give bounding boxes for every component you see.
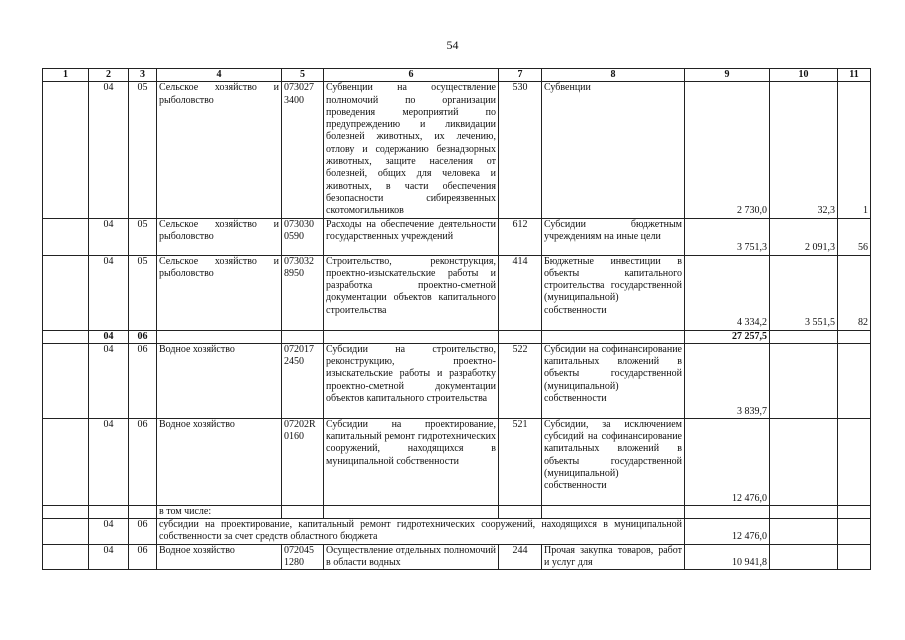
percent-value: 56 <box>838 218 871 255</box>
col-header: 10 <box>770 69 838 82</box>
col-header: 8 <box>542 69 685 82</box>
including-label: в том числе: <box>157 505 282 518</box>
section-code: 04 <box>89 418 129 505</box>
col-header: 5 <box>282 69 324 82</box>
expense-type-code: 612 <box>499 218 542 255</box>
subsection-code: 06 <box>129 519 157 545</box>
section-code: 04 <box>89 343 129 418</box>
section-code: 04 <box>89 330 129 343</box>
col-header: 1 <box>43 69 89 82</box>
section-name: Сельское хозяйство и рыболовство <box>157 218 282 255</box>
expense-type-code: 521 <box>499 418 542 505</box>
amount-value: 3 839,7 <box>685 343 770 418</box>
section-code: 04 <box>89 218 129 255</box>
subsection-code: 05 <box>129 82 157 218</box>
expense-type-name: Субвенции <box>542 82 685 218</box>
executed-value: 3 551,5 <box>770 255 838 330</box>
expense-description: Субсидии на строительство, реконструкцию, проектно-изыскательские работы и разработку проектно-сметной документации объектов капитального строительства <box>324 343 499 418</box>
amount-value: 2 730,0 <box>685 82 770 218</box>
table-row <box>43 218 871 255</box>
table-row <box>43 255 871 330</box>
section-name: Водное хозяйство <box>157 343 282 418</box>
section-name: Сельское хозяйство и рыболовство <box>157 255 282 330</box>
expense-type-name: Бюджетные инвестиции в объекты капитального строительства государственной (муниципальной) собственности <box>542 255 685 330</box>
expense-description: Строительство, реконструкция, проектно-изыскательские работы и разработка проектно-сметной документации объектов капитального строительства <box>324 255 499 330</box>
amount-value: 12 476,0 <box>685 418 770 505</box>
budget-table <box>42 68 871 570</box>
target-code: 073032 8950 <box>282 255 324 330</box>
section-name: Сельское хозяйство и рыболовство <box>157 82 282 218</box>
section-name: Водное хозяйство <box>157 544 282 570</box>
table-row <box>43 343 871 418</box>
expense-type-code: 414 <box>499 255 542 330</box>
table-row <box>43 82 871 218</box>
col-header: 9 <box>685 69 770 82</box>
col-header: 11 <box>838 69 871 82</box>
including-row <box>43 505 871 518</box>
table-row <box>43 418 871 505</box>
expense-type-name: Прочая закупка товаров, работ и услуг для <box>542 544 685 570</box>
expense-type-name: Субсидии бюджетным учреждениям на иные цели <box>542 218 685 255</box>
executed-value: 2 091,3 <box>770 218 838 255</box>
amount-value: 12 476,0 <box>685 519 770 545</box>
percent-value: 82 <box>838 255 871 330</box>
amount-value: 4 334,2 <box>685 255 770 330</box>
expense-type-name: Субсидии на софинансирование капитальных вложений в объекты государственной (муниципальной) собственности <box>542 343 685 418</box>
expense-type-code: 522 <box>499 343 542 418</box>
expense-description: Субсидии на проектирование, капитальный ремонт гидротехнических сооружений, находящихся в муниципальной собственности <box>324 418 499 505</box>
expense-description: Субвенции на осуществление полномочий по организации проведения мероприятий по предупреждению и ликвидации болезней животных, их лечению, отлову и содержанию безнадзорных животных, защите населения от болезней, общих для человека и животных, в части обеспечения безопасности сибиреязвенных скотомогильников <box>324 82 499 218</box>
subsection-code: 06 <box>129 418 157 505</box>
section-code: 04 <box>89 519 129 545</box>
section-code: 04 <box>89 544 129 570</box>
subsection-code: 06 <box>129 330 157 343</box>
subsection-code: 05 <box>129 218 157 255</box>
target-code: 072045 1280 <box>282 544 324 570</box>
subsection-code: 06 <box>129 343 157 418</box>
executed-value: 32,3 <box>770 82 838 218</box>
subsection-code: 06 <box>129 544 157 570</box>
percent-value: 1 <box>838 82 871 218</box>
col-header: 2 <box>89 69 129 82</box>
section-name: Водное хозяйство <box>157 418 282 505</box>
expense-type-code: 530 <box>499 82 542 218</box>
subtotal-row <box>43 330 871 343</box>
subsection-code: 05 <box>129 255 157 330</box>
col-header: 3 <box>129 69 157 82</box>
expense-description: Расходы на обеспечение деятельности государственных учреждений <box>324 218 499 255</box>
target-code: 073030 0590 <box>282 218 324 255</box>
target-code: 072017 2450 <box>282 343 324 418</box>
subtotal-value: 27 257,5 <box>685 330 770 343</box>
page-number: 54 <box>446 38 459 52</box>
expense-type-name: Субсидии, за исключением субсидий на софинансирование капитальных вложений в объекты государственной (муниципальной) собственности <box>542 418 685 505</box>
target-code: 07202R 0160 <box>282 418 324 505</box>
table-row <box>43 544 871 570</box>
section-code: 04 <box>89 255 129 330</box>
including-description: субсидии на проектирование, капитальный ремонт гидротехнических сооружений, находящихся в муниципальной собственности за счет средств областного бюджета <box>157 519 685 545</box>
col-header: 6 <box>324 69 499 82</box>
col-header: 4 <box>157 69 282 82</box>
target-code: 073027 3400 <box>282 82 324 218</box>
amount-value: 10 941,8 <box>685 544 770 570</box>
section-code: 04 <box>89 82 129 218</box>
amount-value: 3 751,3 <box>685 218 770 255</box>
expense-type-code: 244 <box>499 544 542 570</box>
table-row <box>43 519 871 545</box>
header-row <box>43 69 871 82</box>
expense-description: Осуществление отдельных полномочий в области водных <box>324 544 499 570</box>
col-header: 7 <box>499 69 542 82</box>
